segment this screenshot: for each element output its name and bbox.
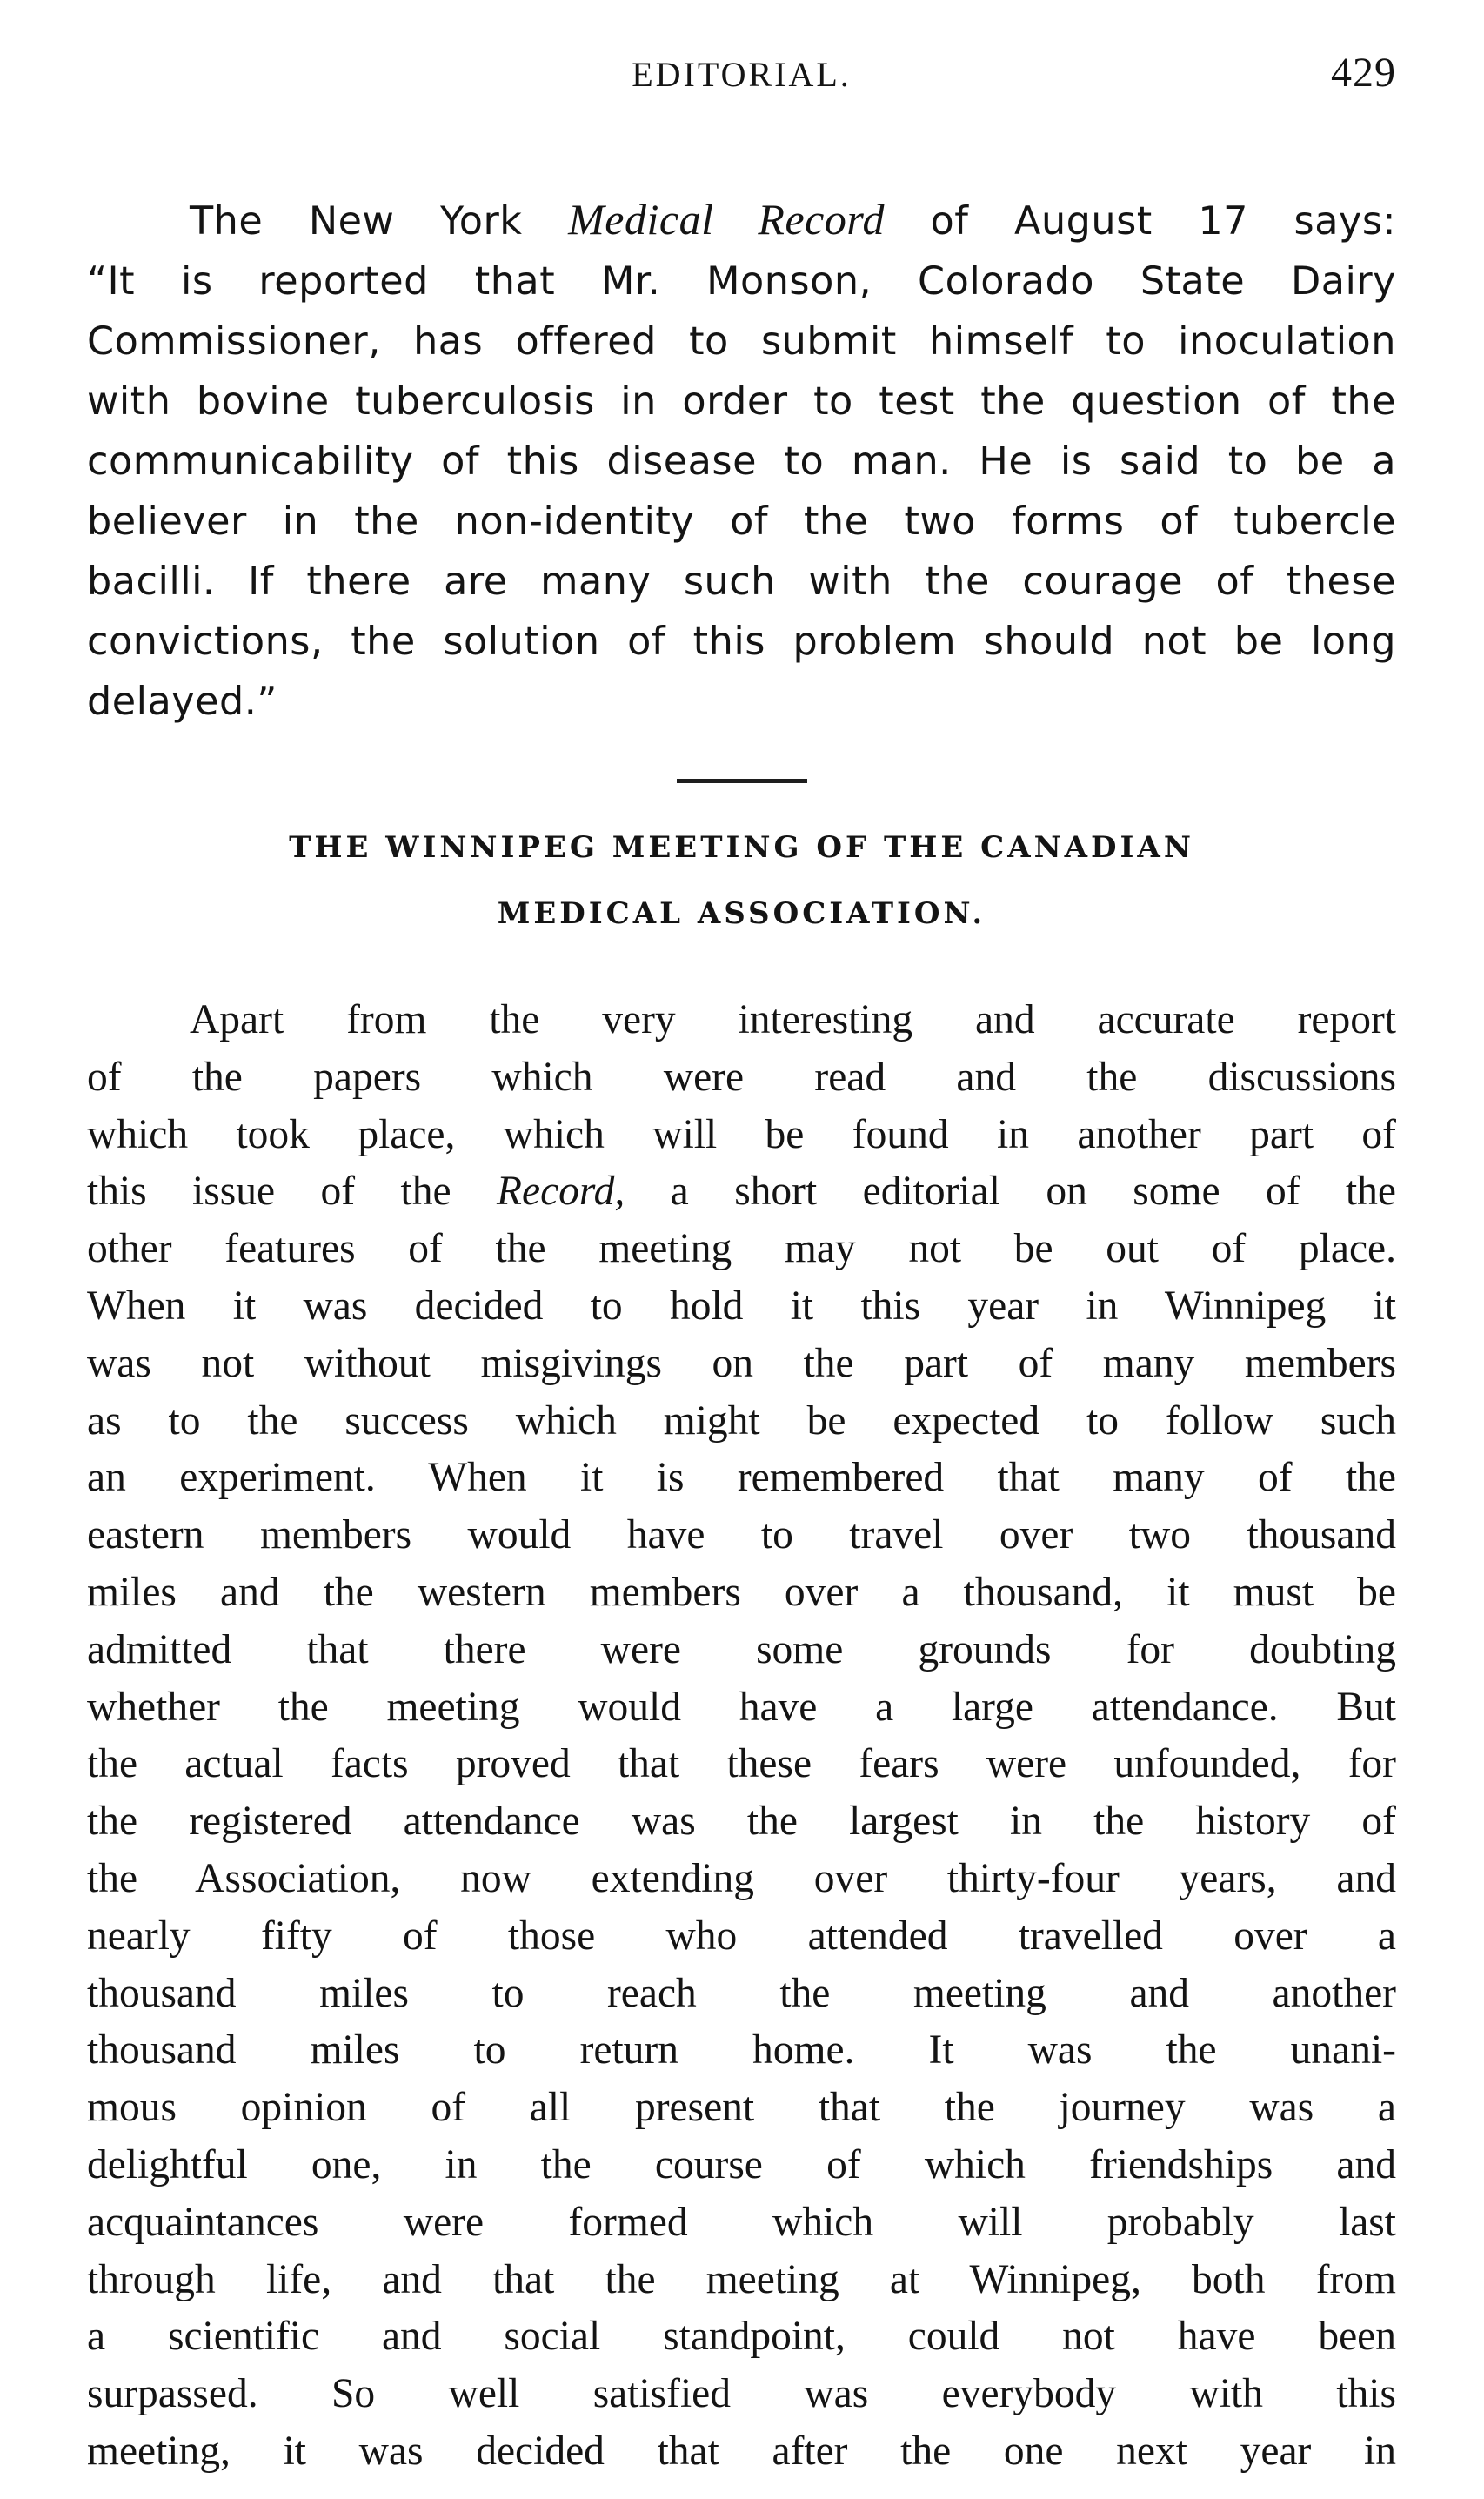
text-line: Commissioner, has offered to submit himself to inoculation [87,319,1396,364]
text-line: “It is reported that Mr. Monson, Colorado State Dairy [87,259,1396,304]
paragraph-winnipeg-meeting [87,992,1396,2481]
text-line: admitted that there were some grounds for doubting [87,1626,1396,1672]
journal-title-italic: Record, [496,1169,625,1215]
text-line: eastern members would have to travel over two thousand [87,1512,1396,1558]
text-line: other features of the meeting may not be out of place. [87,1226,1396,1272]
text-line: The New York Medical Record of August 17 says: [190,195,1397,244]
text-line: surpassed. So well satisfied was everybody with this [87,2371,1396,2417]
text-line: miles and the western members over a thousand, it must be [87,1569,1396,1615]
paragraph-medical-record-quote [87,190,1396,732]
heading-line: MEDICAL ASSOCIATION. [497,896,986,931]
text-line: When it was decided to hold it this year in Winnipeg it [87,1283,1396,1329]
text-line: meeting, it was decided that after the one next year in [87,2428,1396,2474]
text-line: mous opinion of all present that the journey was a [87,2085,1396,2131]
heading-line: THE WINNIPEG MEETING OF THE CANADIAN [289,830,1194,865]
text-line: acquaintances were formed which will probably last [87,2199,1396,2245]
text-line: with bovine tuberculosis in order to test the question of the [87,379,1396,424]
text-line: a scientific and social standpoint, could not have been [87,2314,1396,2360]
text-line: the registered attendance was the largest in the history of [87,1799,1396,1845]
section-divider [677,779,807,783]
text-line: this issue of the Record, a short editorial on some of the [87,1169,1396,1215]
text-line: convictions, the solution of this problem should not be long [87,620,1396,664]
text-line: the actual facts proved that these fears were unfounded, for [87,1741,1396,1787]
text-line: thousand miles to return home. It was the unani- [87,2027,1396,2074]
text-line: communicability of this disease to man. He is said to be a [87,439,1396,484]
text-line: nearly fifty of those who attended travelled over a [87,1913,1396,1959]
running-title: EDITORIAL. [632,55,852,94]
journal-title-italic: Medical Record [568,195,885,244]
text-line: Apart from the very interesting and accurate report [190,997,1396,1042]
running-head [87,35,1396,104]
text-line: an experiment. When it is remembered that many of the [87,1455,1396,1501]
section-heading [87,814,1396,947]
text-line: bacilli. If there are many such with the courage of these [87,559,1396,604]
text-line: whether the meeting would have a large attendance. But [87,1684,1396,1730]
text-line: delightful one, in the course of which friendships and [87,2141,1396,2187]
text-line: the Association, now extending over thirty-four years, and [87,1855,1396,1901]
text-line: was not without misgivings on the part of many members [87,1340,1396,1386]
text-line: which took place, which will be found in another part of [87,1111,1396,1157]
text-line: as to the success which might be expected to follow such [87,1397,1396,1444]
text-line: through life, and that the meeting at Winnipeg, both from [87,2256,1396,2302]
page-number: 429 [1331,50,1396,96]
document-page [87,35,1396,2481]
text-line: believer in the non-identity of the two forms of tubercle [87,499,1396,544]
text-line: delayed.” [87,680,277,724]
text-line: of the papers which were read and the discussions [87,1054,1396,1100]
text-line: thousand miles to reach the meeting and another [87,1970,1396,2016]
